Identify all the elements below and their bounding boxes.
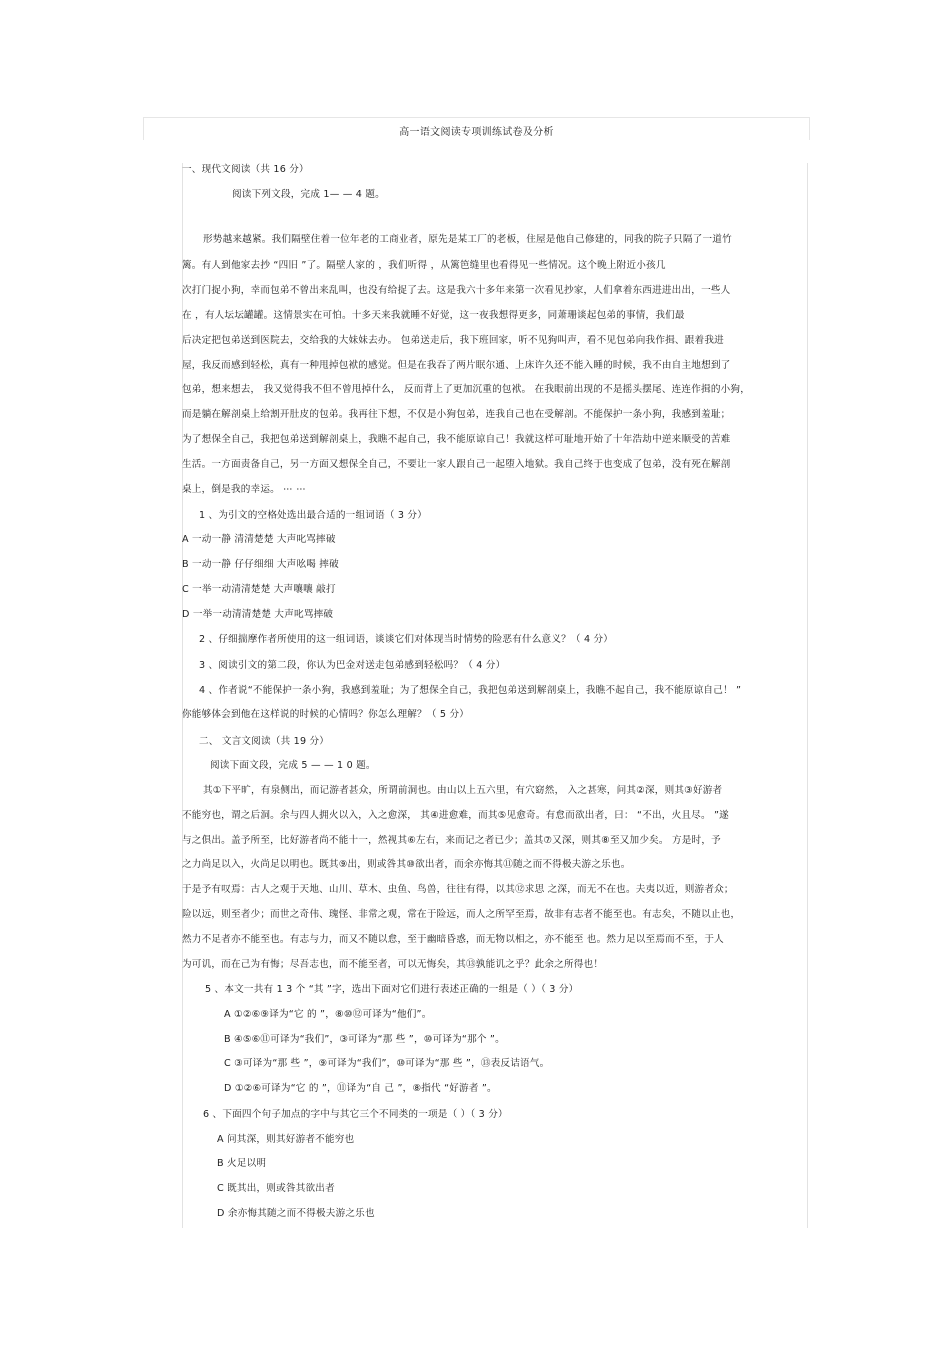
text-line: 屋，我反而感到轻松，真有一种甩掉包袱的感觉。但是在我吞了两片眠尔通、上床许久还不能入睡的时候，我不由自主地想到了: [182, 360, 731, 371]
text-line: 不能穷也，谓之后洞。余与四人拥火以入，入之愈深， 其④进愈难，而其⑤见愈奇。有怠而欲出者，曰： “不出，火且尽。 ”遂: [182, 810, 729, 821]
text-line: 阅读下列文段，完成 1— — 4 题。: [232, 189, 385, 200]
text-line: 而是躺在解剖桌上给割开肚皮的包弟。我再往下想，不仅是小狗包弟，连我自己也在受解剖。不能保护一条小狗，我感到羞耻；: [182, 409, 731, 420]
text-line: C 一举一动清清楚楚 大声嚷嚷 敲打: [182, 584, 336, 595]
text-line: A ①②⑥⑨译为“它 的 ”，⑧⑩⑫可译为“他们”。: [224, 1009, 432, 1020]
text-line: 在 ，有人坛坛罐罐。这情景实在可怕。十多天来我就睡不好觉，这一夜我想得更多，同萧珊谈起包弟的事情，我们最: [182, 310, 685, 321]
text-line: A 一动一静 清清楚楚 大声叱骂摔破: [182, 534, 336, 545]
text-line: 1 、为引文的空格处选出最合适的一组词语（ 3 分）: [199, 510, 428, 521]
text-line: 然力不足者亦不能至也。有志与力，而又不随以怠，至于幽暗昏惑，而无物以相之，亦不能至 也。然力足以至焉而不至，于人: [182, 934, 724, 945]
text-line: D ①②⑥可译为“它 的 ”，⑪译为“自 己 ”，⑧指代 “好游者 ”。: [224, 1083, 497, 1094]
text-line: B 一动一静 仔仔细细 大声吆喝 摔破: [182, 559, 339, 570]
text-line: 其①下平旷，有泉侧出，而记游者甚众，所谓前洞也。由山以上五六里，有穴窈然， 入之甚寒，问其②深，则其③好游者: [203, 785, 723, 796]
text-line: 二、 文言文阅读（共 19 分）: [199, 736, 330, 747]
text-line: B ④⑤⑥⑪可译为“我们”，③可译为“那 些 ”，⑩可译为“那个 ”。: [224, 1034, 505, 1045]
text-line: A 问其深，则其好游者不能穷也: [217, 1134, 355, 1145]
text-line: 阅读下面文段，完成 5 — — 1 0 题。: [210, 760, 376, 771]
text-line: 形势越来越紧。我们隔壁住着一位年老的工商业者，原先是某工厂的老板，住屋是他自己修建的，同我的院子只隔了一道竹: [203, 234, 732, 245]
right-margin-rule: [807, 163, 808, 1228]
text-line: C ③可译为“那 些 ”，⑨可译为“我们”，⑩可译为“那 些 ”，⑬表反诘语气。: [224, 1058, 550, 1069]
text-line: 后决定把包弟送到医院去，交给我的大妹妹去办。 包弟送走后，我下班回家，听不见狗叫声，看不见包弟向我作揖、跟着我进: [182, 335, 724, 346]
page-header: [143, 117, 810, 140]
text-line: 4 、作者说“不能保护一条小狗，我感到羞耻；为了想保全自己，我把包弟送到解剖桌上，我瞧不起自己，我不能原谅自己！ ”: [199, 685, 742, 696]
text-line: D 余亦悔其随之而不得极夫游之乐也: [217, 1208, 375, 1219]
text-line: 生活。一方面责备自己，另一方面又想保全自己，不要让一家人跟自己一起堕入地狱。我自己终于也变成了包弟，没有死在解剖: [182, 459, 731, 470]
text-line: 你能够体会到他在这样说的时候的心情吗？你怎么理解？（ 5 分）: [182, 709, 470, 720]
page-title: 高一语文阅读专项训练试卷及分析: [399, 127, 554, 138]
text-line: 6 、下面四个句子加点的字中与其它三个不同类的一项是（ ）（ 3 分）: [203, 1109, 508, 1120]
left-margin-rule: [182, 163, 183, 1228]
text-line: D 一举一动清清楚楚 大声叱骂摔破: [182, 609, 334, 620]
text-line: 于是予有叹焉：古人之观于天地、山川、草木、虫鱼、鸟兽，往往有得，以其⑫求思 之深，而无不在也。夫夷以近，则游者众；: [182, 884, 734, 895]
text-line: 5 、本文一共有 1 3 个 “其 ”字，选出下面对它们进行表述正确的一组是（ ）（ 3 分）: [205, 984, 579, 995]
text-line: 一、现代文阅读（共 16 分）: [182, 164, 309, 175]
text-line: 桌上，倒是我的幸运。 ⋯ ⋯: [182, 484, 307, 495]
text-line: 为可讥，而在己为有悔；尽吾志也，而不能至者，可以无悔矣，其⑬孰能讥之乎？此余之所得也！: [182, 959, 604, 970]
text-line: 3 、阅读引文的第二段，你认为巴金对送走包弟感到轻松吗？（ 4 分）: [199, 660, 506, 671]
text-line: B 火足以明: [217, 1158, 267, 1169]
text-line: 包弟，想来想去， 我又觉得我不但不曾甩掉什么， 反而背上了更加沉重的包袱。 在我眼前出现的不是摇头摆尾、连连作揖的小狗，: [182, 384, 750, 395]
text-line: C 既其出，则或咎其欲出者: [217, 1183, 335, 1194]
text-line: 2 、仔细揣摩作者所使用的这一组词语，谈谈它们对体现当时情势的险恶有什么意义？（ 4 分）: [199, 634, 614, 645]
text-line: 险以远，则至者少；而世之奇伟、瑰怪、非常之观，常在于险远，而人之所罕至焉，故非有志者不能至也。有志矣，不随以止也，: [182, 909, 741, 920]
text-line: 之力尚足以入，火尚足以明也。既其⑨出，则或咎其⑩欲出者，而余亦悔其⑪随之而不得极夫游之乐也。: [182, 859, 631, 870]
text-line: 与之俱出。盖予所至，比好游者尚不能十一，然视其⑥左右，来而记之者已少；盖其⑦又深，则其⑧至又加少矣。 方是时，予: [182, 835, 721, 846]
text-line: 篱。有人到他家去抄 “四旧 ”了。隔壁人家的 ，我们听得 ，从篱笆缝里也看得见一些情况。这个晚上附近小孩几: [182, 260, 666, 271]
text-line: 为了想保全自己，我把包弟送到解剖桌上，我瞧不起自己，我不能原谅自己！我就这样可耻地开始了十年浩劫中逆来顺受的苦难: [182, 434, 731, 445]
text-line: 次打门捉小狗，幸而包弟不曾出来乱叫，也没有给捉了去。这是我六十多年来第一次看见抄家，人们拿着东西进进出出，一些人: [182, 285, 731, 296]
